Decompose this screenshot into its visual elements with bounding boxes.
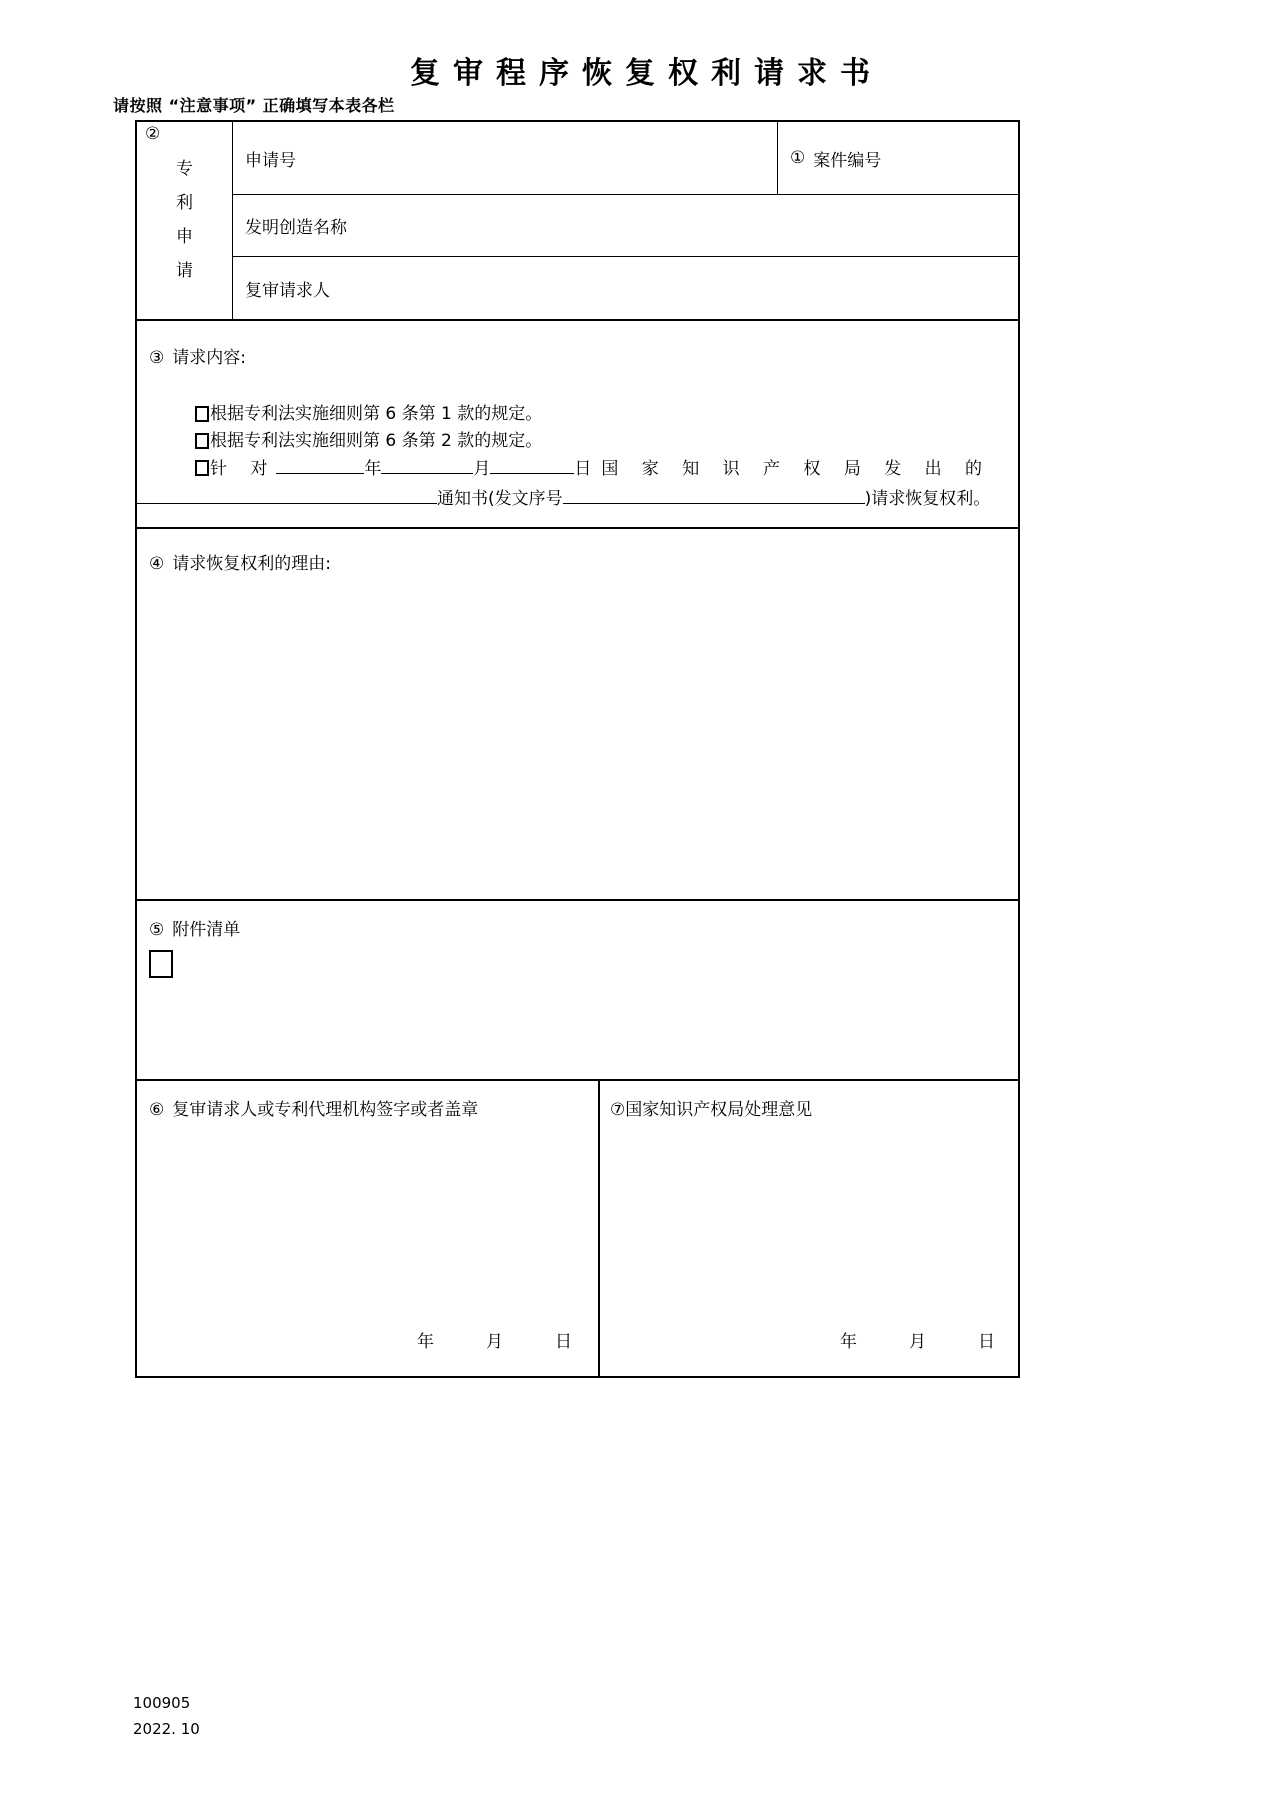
- reexam-requester-field[interactable]: [233, 257, 1018, 319]
- vertical-char-1: 专: [176, 159, 193, 179]
- case-number-field[interactable]: [778, 122, 1018, 194]
- checkbox-icon[interactable]: [195, 406, 209, 422]
- page-title: 复审程序恢复权利请求书: [410, 56, 883, 91]
- option-notice-lead: 针 对: [210, 459, 277, 479]
- notice-name-blank[interactable]: [137, 485, 437, 504]
- section6-heading: 复审请求人或专利代理机构签字或者盖章: [172, 1100, 479, 1120]
- notice-label: 通知书(发文序号: [437, 489, 563, 509]
- year-blank[interactable]: [276, 456, 364, 474]
- page-subtitle: 请按照 “注意事项” 正确填写本表各栏: [113, 96, 395, 115]
- section5-heading: 附件清单: [172, 920, 241, 940]
- section3-marker: ③: [149, 348, 165, 368]
- section-office-opinion[interactable]: [600, 1081, 1018, 1376]
- notice-serial-line: [137, 484, 1018, 509]
- option-rule6-clause1-label: 根据专利法实施细则第 6 条第 1 款的规定。: [210, 404, 543, 424]
- month-unit: 月: [473, 459, 491, 479]
- section4-marker: ④: [149, 554, 165, 574]
- footer: [133, 1690, 200, 1742]
- section2-marker: ②: [145, 124, 161, 144]
- section6-marker: ⑥: [149, 1100, 165, 1120]
- section-request-content: [137, 321, 1018, 529]
- section-reasons[interactable]: [137, 529, 1018, 901]
- vertical-char-4: 请: [176, 261, 193, 281]
- application-number-row: [233, 122, 1018, 195]
- section3-heading: 请求内容:: [172, 348, 246, 368]
- section6-year-label: 年: [417, 1332, 434, 1352]
- section7-year-label: 年: [840, 1332, 857, 1352]
- case-number-label: 案件编号: [813, 150, 882, 171]
- section2-fields: [233, 122, 1018, 319]
- vertical-char-3: 申: [176, 227, 193, 247]
- notice-serial-blank[interactable]: [563, 485, 865, 504]
- option-notice-date-line: [210, 456, 1018, 482]
- issuing-office-label: 国 家 知 识 产 权 局 发 出 的: [601, 459, 992, 479]
- section5-heading-row: [149, 915, 1018, 940]
- option-rule6-clause2[interactable]: [195, 429, 1018, 454]
- application-number-label: 申请号: [245, 150, 296, 171]
- option-rule6-clause2-label: 根据专利法实施细则第 6 条第 2 款的规定。: [210, 431, 543, 451]
- option-rule6-clause1[interactable]: [195, 402, 1018, 427]
- section4-heading: 请求恢复权利的理由:: [172, 554, 331, 574]
- section2-marker-column: [137, 122, 233, 319]
- section6-date-line: [417, 1327, 572, 1352]
- invention-title-field[interactable]: [233, 195, 1018, 257]
- section5-marker: ⑤: [149, 920, 165, 940]
- section7-heading: 国家知识产权局处理意见: [625, 1100, 813, 1120]
- day-blank[interactable]: [490, 456, 574, 474]
- checkbox-icon[interactable]: [149, 950, 173, 978]
- invention-title-label: 发明创造名称: [245, 218, 347, 238]
- section-attachment-list[interactable]: [137, 901, 1018, 1081]
- section3-heading-row: [137, 343, 1018, 368]
- section7-date-line: [840, 1327, 995, 1352]
- option-notice-date[interactable]: [195, 456, 1018, 482]
- section2-vertical-label: [137, 152, 232, 288]
- request-tail: 请求恢复权利。: [871, 489, 991, 509]
- case-number-marker: ①: [790, 148, 806, 168]
- checkbox-icon[interactable]: [195, 433, 209, 449]
- application-number-field[interactable]: [233, 122, 778, 194]
- section-patent-application: [137, 122, 1018, 321]
- section7-day-label: 日: [978, 1332, 995, 1352]
- section-requester-signature[interactable]: [137, 1081, 600, 1376]
- form-table: [135, 120, 1020, 1378]
- form-version-date: 2022. 10: [133, 1720, 200, 1738]
- checkbox-icon[interactable]: [195, 460, 209, 476]
- section6-day-label: 日: [555, 1332, 572, 1352]
- section3-options: [137, 402, 1018, 482]
- section7-marker: ⑦: [610, 1100, 626, 1120]
- month-blank[interactable]: [381, 456, 473, 474]
- close-paren: ): [864, 489, 872, 509]
- form-code: 100905: [133, 1694, 191, 1712]
- section7-month-label: 月: [909, 1332, 926, 1352]
- reexam-requester-label: 复审请求人: [245, 280, 330, 301]
- section6-month-label: 月: [486, 1332, 503, 1352]
- signature-section-row: [137, 1081, 1018, 1376]
- vertical-char-2: 利: [176, 193, 193, 213]
- day-unit: 日: [574, 459, 592, 479]
- year-unit: 年: [364, 459, 382, 479]
